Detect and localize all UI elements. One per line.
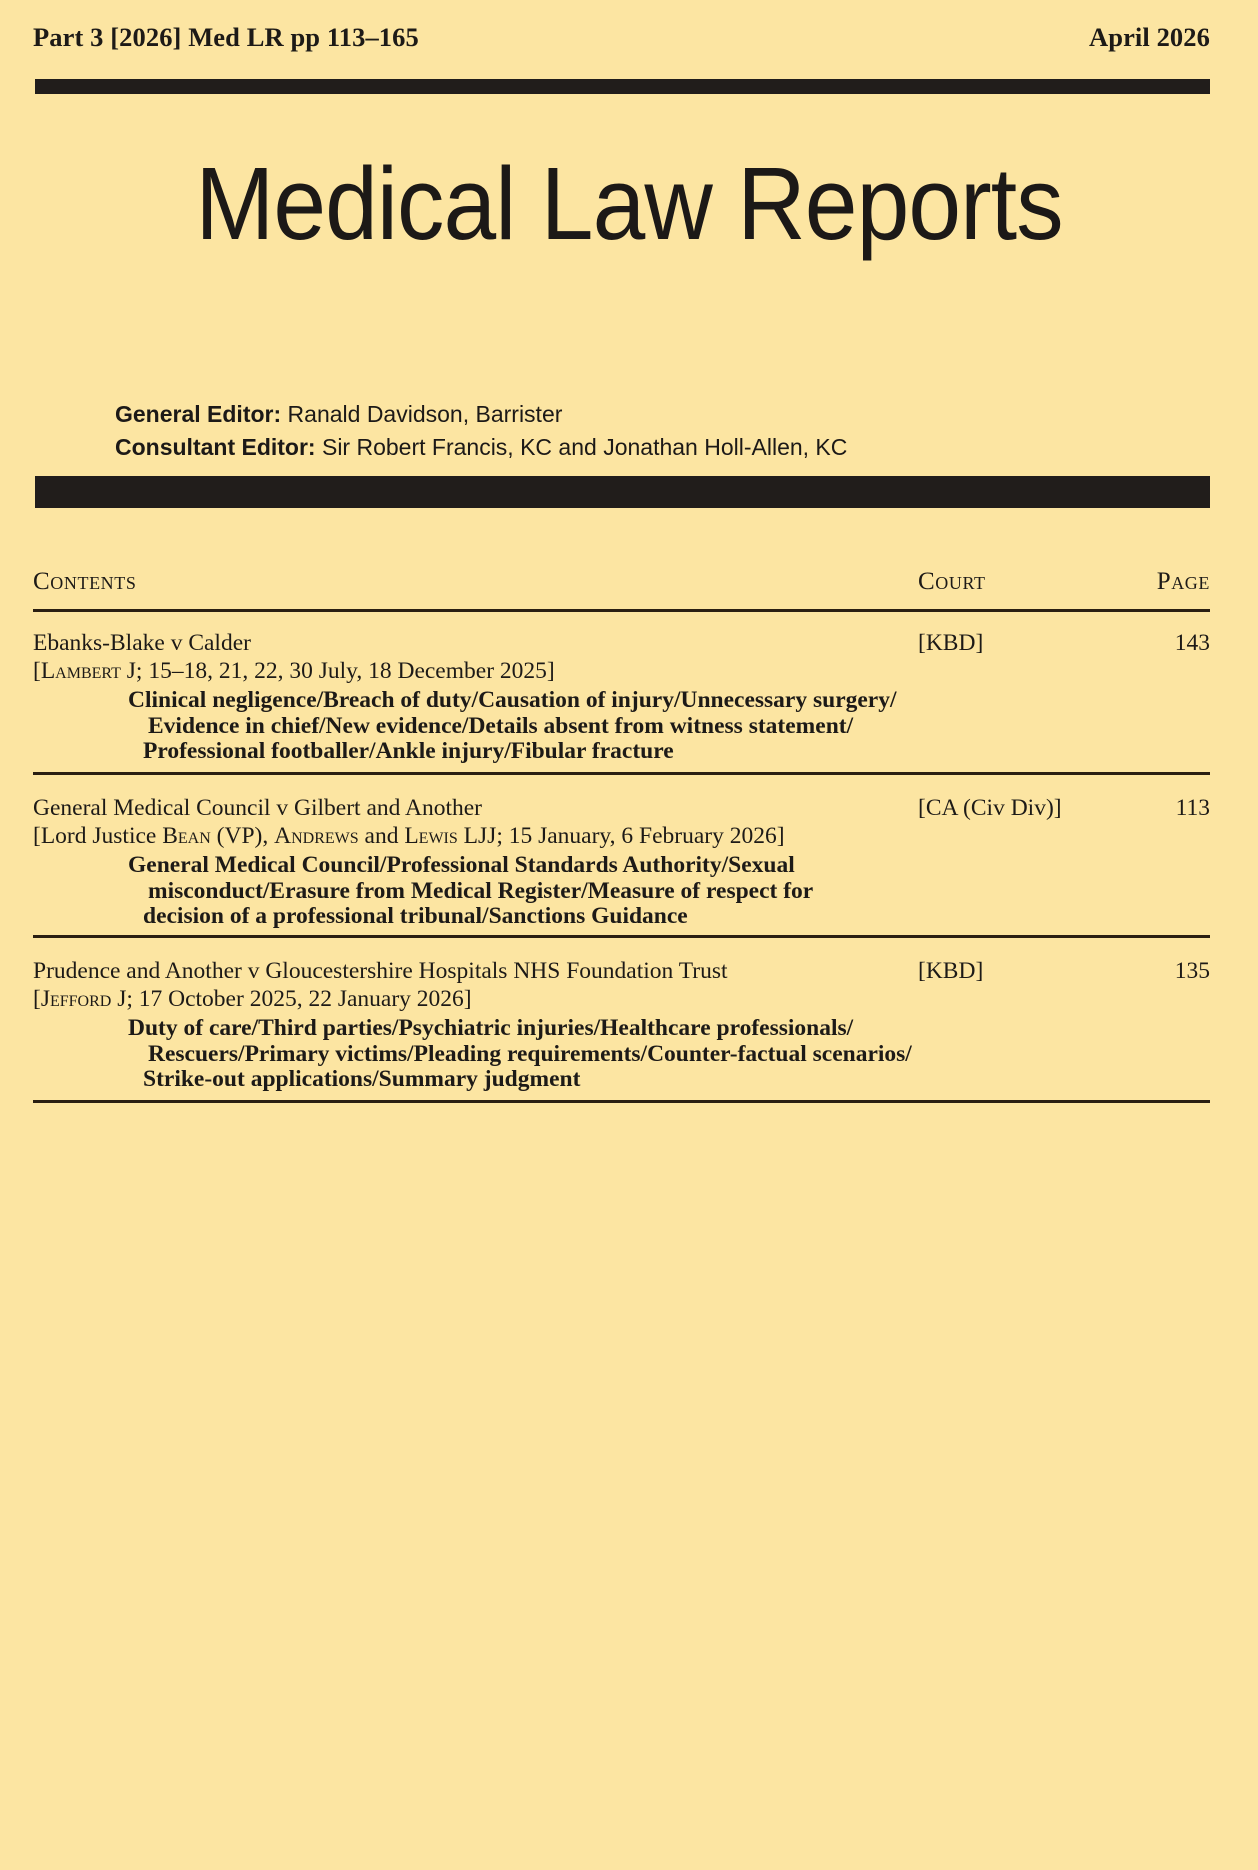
- consultant-editor-value: Sir Robert Francis, KC and Jonathan Holl-Allen, KC: [315, 434, 848, 460]
- running-head: [33, 22, 1210, 53]
- case-court: [KBD]: [918, 630, 984, 656]
- general-editor-line: [115, 398, 847, 431]
- catchword-line: Professional footballer/Ankle injury/Fibular fracture: [143, 738, 674, 764]
- judges-separator: (VP),: [210, 823, 275, 849]
- contents-entry-top-row: [33, 958, 1210, 984]
- judge-name: Jefford: [40, 986, 112, 1012]
- judges-separator: and: [358, 823, 405, 849]
- judge-name: Lewis: [404, 823, 458, 849]
- case-catchwords: [33, 853, 1210, 930]
- contents-entry-rule: [33, 772, 1210, 775]
- catchword-line: Strike-out applications/Summary judgment: [143, 1066, 581, 1092]
- judges-dates: LJJ; 15 January, 6 February 2026]: [457, 823, 785, 849]
- column-header-page: Page: [1156, 568, 1210, 595]
- journal-title: Medical Law Reports: [195, 146, 1063, 261]
- editor-block: [115, 398, 847, 464]
- general-editor-label: General Editor:: [115, 401, 282, 427]
- top-rule-bar: [35, 79, 1210, 94]
- judges-bracket-open: [: [33, 986, 41, 1012]
- case-name[interactable]: Prudence and Another v Gloucestershire Hospitals NHS Foundation Trust: [33, 958, 728, 984]
- masthead-bottom-bar: [35, 476, 1210, 508]
- case-page-number: 113: [1175, 795, 1210, 821]
- case-judges-and-dates: [33, 986, 1210, 1013]
- contents-entry-top-row: [33, 795, 1210, 821]
- contents-entry-rule: [33, 1100, 1210, 1103]
- judge-name: Bean: [162, 823, 211, 849]
- consultant-editor-label: Consultant Editor:: [115, 434, 316, 460]
- contents-entry[interactable]: [33, 958, 1210, 1093]
- contents-table-header: [33, 568, 1210, 598]
- case-page-number: 135: [1174, 958, 1210, 984]
- case-name[interactable]: General Medical Council v Gilbert and Another: [33, 795, 482, 821]
- catchword-line: Clinical negligence/Breach of duty/Causation of injury/Unnecessary surgery/: [128, 687, 897, 713]
- general-editor-value: Ranald Davidson, Barrister: [281, 401, 563, 427]
- judges-bracket-open: [Lord Justice: [33, 823, 163, 849]
- contents-entry[interactable]: [33, 795, 1210, 930]
- case-judges-and-dates: [33, 823, 1210, 850]
- judges-dates: J; 15–18, 21, 22, 30 July, 18 December 2025]: [120, 658, 555, 684]
- column-header-court: Court: [918, 568, 986, 595]
- case-catchwords: [33, 688, 1210, 765]
- case-catchwords: [33, 1016, 1210, 1093]
- judge-name: Andrews: [274, 823, 359, 849]
- catchword-line: Duty of care/Third parties/Psychiatric injuries/Healthcare professionals/: [128, 1015, 854, 1041]
- case-court: [KBD]: [918, 958, 984, 984]
- running-head-left: Part 3 [2026] Med LR pp 113–165: [33, 22, 419, 52]
- case-name[interactable]: Ebanks-Blake v Calder: [33, 630, 251, 656]
- contents-entry-rule: [33, 935, 1210, 938]
- catchword-line: Rescuers/Primary victims/Pleading requirements/Counter-factual scenarios/: [148, 1040, 912, 1067]
- judges-bracket-open: [: [33, 658, 41, 684]
- catchword-line: Evidence in chief/New evidence/Details absent from witness statement/: [148, 712, 854, 739]
- masthead: [0, 146, 1258, 261]
- catchword-line: misconduct/Erasure from Medical Register/Measure of respect for: [148, 877, 814, 904]
- column-header-contents: Contents: [33, 568, 137, 595]
- case-page-number: 143: [1174, 630, 1210, 656]
- case-judges-and-dates: [33, 658, 1210, 685]
- running-head-right: April 2026: [1089, 22, 1210, 52]
- case-court: [CA (Civ Div)]: [918, 795, 1062, 821]
- judge-name: Lambert: [40, 658, 121, 684]
- contents-entry-top-row: [33, 630, 1210, 656]
- consultant-editor-line: [115, 431, 847, 464]
- catchword-line: General Medical Council/Professional Standards Authority/Sexual: [128, 852, 795, 878]
- catchword-line: decision of a professional tribunal/Sanctions Guidance: [143, 903, 688, 929]
- contents-header-rule: [33, 609, 1210, 612]
- judges-dates: J; 17 October 2025, 22 January 2026]: [111, 986, 472, 1012]
- contents-entry[interactable]: [33, 630, 1210, 765]
